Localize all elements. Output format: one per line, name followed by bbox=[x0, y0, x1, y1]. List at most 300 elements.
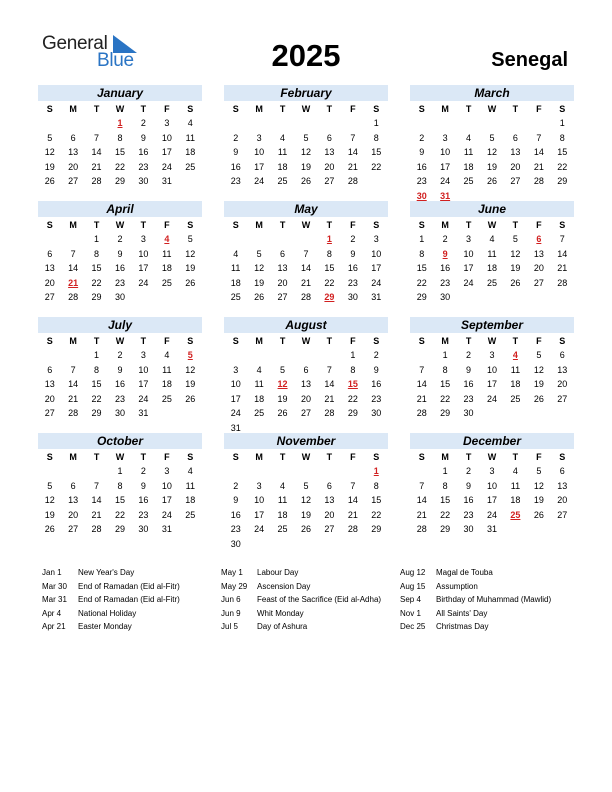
day-cell: 23 bbox=[416, 176, 427, 187]
day-cell: 3 bbox=[164, 466, 170, 476]
day-cell: 26 bbox=[44, 524, 55, 535]
day-cell: 29 bbox=[416, 292, 427, 303]
holiday-column bbox=[42, 566, 227, 634]
day-cell: 23 bbox=[114, 393, 125, 404]
day-cell: 31 bbox=[138, 408, 149, 419]
month-april bbox=[38, 201, 202, 305]
day-cell: 18 bbox=[185, 147, 196, 158]
weekday-label: S bbox=[187, 104, 194, 114]
day-cell: 30 bbox=[230, 538, 241, 549]
day-cell: 21 bbox=[533, 161, 544, 172]
holiday-name: Birthday of Muhammad (Mawlid) bbox=[436, 595, 552, 605]
day-cell: 22 bbox=[557, 161, 568, 172]
day-cell: 18 bbox=[254, 393, 265, 404]
weekday-label: F bbox=[164, 220, 170, 230]
holiday-name: Magal de Touba bbox=[436, 568, 493, 577]
holiday-row bbox=[42, 566, 227, 580]
day-cell: 3 bbox=[466, 234, 472, 244]
weekday-label: T bbox=[93, 336, 100, 346]
holiday-day-cell: 29 bbox=[324, 292, 335, 303]
weekday-label: T bbox=[140, 452, 147, 462]
day-cell: 10 bbox=[371, 248, 382, 259]
holiday-date: Jul 5 bbox=[221, 622, 238, 632]
weekday-label: M bbox=[441, 104, 449, 114]
day-cell: 16 bbox=[347, 263, 358, 274]
weekday-label: W bbox=[301, 220, 311, 230]
day-cell: 14 bbox=[91, 147, 102, 158]
day-cell: 27 bbox=[557, 393, 568, 404]
holiday-day-cell: 1 bbox=[326, 234, 332, 244]
day-cell: 8 bbox=[94, 248, 100, 259]
day-cell: 6 bbox=[326, 132, 332, 143]
day-cell: 25 bbox=[510, 393, 521, 404]
day-cell: 9 bbox=[373, 364, 379, 375]
holiday-date: Jun 6 bbox=[221, 595, 241, 605]
weekday-label: M bbox=[69, 104, 77, 114]
day-cell: 7 bbox=[536, 132, 542, 143]
month-title: February bbox=[224, 85, 388, 101]
day-cell: 15 bbox=[324, 263, 335, 274]
weekday-label: T bbox=[279, 452, 286, 462]
day-cell: 6 bbox=[559, 466, 565, 476]
day-cell: 10 bbox=[254, 495, 265, 506]
weekday-label: S bbox=[418, 220, 425, 230]
day-cell: 3 bbox=[373, 234, 379, 244]
day-cell: 22 bbox=[347, 393, 358, 404]
day-cell: 22 bbox=[91, 277, 102, 288]
empty-day-cell bbox=[224, 116, 247, 131]
holiday-row bbox=[221, 620, 406, 634]
day-cell: 22 bbox=[114, 161, 125, 172]
day-cell: 18 bbox=[510, 379, 521, 390]
weekday-label: M bbox=[441, 452, 449, 462]
day-cell: 29 bbox=[440, 408, 451, 419]
day-cell: 17 bbox=[230, 393, 241, 404]
day-cell: 2 bbox=[233, 132, 239, 143]
holiday-row bbox=[42, 620, 227, 634]
empty-day-cell bbox=[271, 348, 294, 363]
holiday-name: End of Ramadan (Eid al-Fitr) bbox=[78, 595, 180, 605]
day-cell: 19 bbox=[254, 277, 265, 288]
holiday-date: Sep 4 bbox=[400, 595, 421, 605]
holiday-date: Aug 15 bbox=[400, 581, 426, 591]
day-cell: 18 bbox=[185, 495, 196, 506]
day-cell: 17 bbox=[371, 263, 382, 274]
day-cell: 29 bbox=[91, 292, 102, 303]
day-cell: 17 bbox=[161, 147, 172, 158]
day-cell: 12 bbox=[185, 248, 196, 259]
day-grid bbox=[224, 116, 388, 189]
day-cell: 22 bbox=[371, 509, 382, 520]
holiday-name: Feast of the Sacrifice (Eid al-Adha) bbox=[257, 595, 382, 605]
day-cell: 21 bbox=[324, 393, 335, 404]
day-cell: 25 bbox=[277, 176, 288, 187]
day-cell: 8 bbox=[373, 480, 379, 491]
day-cell: 17 bbox=[254, 161, 265, 172]
month-title: December bbox=[410, 433, 574, 449]
day-cell: 20 bbox=[557, 379, 568, 390]
day-cell: 2 bbox=[466, 350, 472, 360]
weekday-label: W bbox=[301, 104, 311, 114]
day-cell: 6 bbox=[70, 132, 76, 143]
weekday-header bbox=[410, 450, 574, 464]
weekday-header bbox=[410, 102, 574, 116]
day-cell: 15 bbox=[440, 379, 451, 390]
empty-day-cell bbox=[271, 464, 294, 479]
day-cell: 2 bbox=[419, 132, 425, 143]
day-cell: 10 bbox=[463, 248, 474, 259]
empty-day-cell bbox=[247, 348, 270, 363]
day-cell: 24 bbox=[161, 509, 172, 520]
day-cell: 18 bbox=[230, 277, 241, 288]
day-cell: 10 bbox=[161, 480, 172, 491]
holiday-date: Mar 31 bbox=[42, 595, 67, 605]
day-cell: 20 bbox=[557, 495, 568, 506]
weekday-label: W bbox=[487, 336, 497, 346]
day-cell: 13 bbox=[557, 364, 568, 375]
day-cell: 23 bbox=[138, 509, 149, 520]
empty-day-cell bbox=[480, 116, 503, 131]
month-title: April bbox=[38, 201, 202, 217]
day-cell: 5 bbox=[256, 248, 262, 259]
day-cell: 12 bbox=[185, 364, 196, 375]
day-cell: 15 bbox=[114, 147, 125, 158]
weekday-label: F bbox=[164, 336, 170, 346]
weekday-label: M bbox=[255, 104, 263, 114]
day-cell: 14 bbox=[416, 495, 427, 506]
weekday-label: M bbox=[255, 452, 263, 462]
day-cell: 2 bbox=[350, 234, 356, 244]
day-cell: 26 bbox=[533, 393, 544, 404]
day-cell: 15 bbox=[557, 147, 568, 158]
day-cell: 11 bbox=[231, 263, 241, 274]
day-cell: 24 bbox=[230, 408, 241, 419]
day-cell: 11 bbox=[185, 132, 195, 143]
weekday-label: W bbox=[115, 220, 125, 230]
day-cell: 24 bbox=[138, 393, 149, 404]
day-cell: 22 bbox=[91, 393, 102, 404]
day-cell: 26 bbox=[185, 393, 196, 404]
month-title: September bbox=[410, 317, 574, 333]
day-cell: 4 bbox=[187, 466, 193, 476]
empty-day-cell bbox=[61, 232, 84, 247]
day-cell: 15 bbox=[416, 263, 427, 274]
weekday-label: W bbox=[115, 336, 125, 346]
day-cell: 23 bbox=[138, 161, 149, 172]
day-cell: 21 bbox=[416, 509, 427, 520]
holiday-day-cell: 25 bbox=[510, 509, 521, 520]
day-cell: 26 bbox=[277, 408, 288, 419]
holiday-date: Nov 1 bbox=[400, 608, 421, 618]
day-cell: 14 bbox=[324, 379, 335, 390]
holiday-name: Christmas Day bbox=[436, 622, 489, 632]
day-cell: 11 bbox=[510, 364, 521, 375]
weekday-label: T bbox=[326, 220, 333, 230]
day-cell: 2 bbox=[373, 350, 379, 360]
day-cell: 28 bbox=[416, 408, 427, 419]
day-cell: 10 bbox=[486, 364, 497, 375]
day-cell: 17 bbox=[440, 161, 451, 172]
day-cell: 3 bbox=[256, 480, 262, 491]
day-cell: 13 bbox=[277, 263, 288, 274]
day-cell: 8 bbox=[559, 132, 565, 143]
weekday-label: S bbox=[46, 220, 53, 230]
day-cell: 20 bbox=[68, 509, 79, 520]
weekday-label: T bbox=[465, 220, 472, 230]
day-cell: 30 bbox=[138, 176, 149, 187]
day-cell: 6 bbox=[326, 480, 332, 491]
day-grid bbox=[224, 232, 388, 305]
day-cell: 12 bbox=[533, 480, 544, 491]
weekday-label: W bbox=[487, 104, 497, 114]
empty-day-cell bbox=[341, 464, 364, 479]
day-cell: 7 bbox=[70, 248, 76, 259]
weekday-label: S bbox=[46, 336, 53, 346]
weekday-label: W bbox=[487, 220, 497, 230]
empty-day-cell bbox=[294, 348, 317, 363]
month-title: January bbox=[38, 85, 202, 101]
day-cell: 25 bbox=[486, 277, 497, 288]
holiday-date: Apr 21 bbox=[42, 622, 66, 632]
day-cell: 9 bbox=[117, 364, 123, 375]
day-cell: 24 bbox=[440, 176, 451, 187]
day-cell: 31 bbox=[230, 422, 241, 433]
day-cell: 22 bbox=[440, 393, 451, 404]
month-title: May bbox=[224, 201, 388, 217]
day-cell: 13 bbox=[557, 480, 568, 491]
weekday-label: F bbox=[164, 104, 170, 114]
day-cell: 27 bbox=[557, 509, 568, 520]
holiday-column bbox=[400, 566, 585, 634]
weekday-label: W bbox=[487, 452, 497, 462]
day-cell: 8 bbox=[350, 364, 356, 375]
day-cell: 27 bbox=[533, 277, 544, 288]
day-cell: 31 bbox=[161, 524, 172, 535]
day-cell: 30 bbox=[347, 292, 358, 303]
weekday-label: W bbox=[115, 452, 125, 462]
day-cell: 5 bbox=[512, 234, 518, 244]
day-cell: 4 bbox=[280, 132, 286, 143]
day-cell: 17 bbox=[254, 509, 265, 520]
weekday-header bbox=[38, 450, 202, 464]
weekday-label: T bbox=[465, 336, 472, 346]
month-title: March bbox=[410, 85, 574, 101]
day-cell: 24 bbox=[463, 277, 474, 288]
day-cell: 14 bbox=[300, 263, 311, 274]
empty-day-cell bbox=[294, 116, 317, 131]
weekday-label: S bbox=[46, 104, 53, 114]
day-cell: 9 bbox=[419, 147, 425, 158]
day-cell: 10 bbox=[138, 364, 149, 375]
day-cell: 6 bbox=[47, 248, 53, 259]
day-cell: 29 bbox=[440, 524, 451, 535]
holiday-day-cell: 1 bbox=[117, 118, 123, 128]
day-cell: 12 bbox=[300, 147, 311, 158]
empty-day-cell bbox=[318, 348, 341, 363]
day-cell: 16 bbox=[114, 263, 125, 274]
day-cell: 7 bbox=[419, 364, 425, 375]
day-cell: 6 bbox=[280, 248, 286, 259]
month-title: November bbox=[224, 433, 388, 449]
holiday-date: Jan 1 bbox=[42, 568, 62, 577]
weekday-label: S bbox=[232, 220, 239, 230]
weekday-label: M bbox=[255, 220, 263, 230]
empty-day-cell bbox=[410, 348, 433, 363]
holiday-row bbox=[400, 607, 585, 621]
day-cell: 19 bbox=[300, 161, 311, 172]
day-cell: 13 bbox=[68, 147, 79, 158]
empty-day-cell bbox=[271, 232, 294, 247]
month-september bbox=[410, 317, 574, 421]
day-cell: 23 bbox=[371, 393, 382, 404]
day-cell: 9 bbox=[140, 132, 146, 143]
day-cell: 15 bbox=[91, 263, 102, 274]
day-cell: 23 bbox=[440, 277, 451, 288]
day-cell: 16 bbox=[138, 495, 149, 506]
day-cell: 2 bbox=[466, 466, 472, 476]
day-cell: 17 bbox=[463, 263, 474, 274]
day-cell: 10 bbox=[486, 480, 497, 491]
day-cell: 6 bbox=[303, 364, 309, 375]
holiday-name: Day of Ashura bbox=[257, 622, 308, 632]
day-grid bbox=[224, 348, 388, 436]
day-cell: 30 bbox=[114, 292, 125, 303]
day-cell: 4 bbox=[466, 132, 472, 143]
day-cell: 18 bbox=[486, 263, 497, 274]
weekday-label: M bbox=[69, 452, 77, 462]
holiday-row bbox=[221, 566, 406, 580]
day-cell: 17 bbox=[486, 495, 497, 506]
holiday-name: All Saints' Day bbox=[436, 608, 488, 618]
holiday-name: National Holiday bbox=[78, 608, 137, 618]
day-cell: 26 bbox=[300, 524, 311, 535]
day-cell: 3 bbox=[256, 132, 262, 143]
day-cell: 10 bbox=[230, 379, 241, 390]
day-cell: 27 bbox=[300, 408, 311, 419]
weekday-label: T bbox=[93, 220, 100, 230]
weekday-label: S bbox=[232, 452, 239, 462]
day-grid bbox=[38, 116, 202, 189]
day-cell: 26 bbox=[300, 176, 311, 187]
weekday-label: W bbox=[301, 452, 311, 462]
day-cell: 4 bbox=[164, 350, 170, 360]
day-cell: 17 bbox=[138, 379, 149, 390]
day-grid bbox=[410, 464, 574, 537]
day-cell: 7 bbox=[350, 132, 356, 143]
holiday-day-cell: 5 bbox=[187, 350, 193, 360]
holiday-row bbox=[400, 593, 585, 607]
day-cell: 18 bbox=[510, 495, 521, 506]
weekday-label: F bbox=[350, 220, 356, 230]
holiday-day-cell: 4 bbox=[512, 350, 518, 360]
logo-text-blue: Blue bbox=[97, 50, 134, 71]
weekday-header bbox=[38, 102, 202, 116]
empty-day-cell bbox=[294, 464, 317, 479]
day-cell: 16 bbox=[440, 263, 451, 274]
day-cell: 14 bbox=[68, 379, 79, 390]
day-cell: 3 bbox=[442, 132, 448, 143]
day-cell: 8 bbox=[94, 364, 100, 375]
holiday-name: Assumption bbox=[436, 581, 478, 591]
day-cell: 5 bbox=[47, 480, 53, 491]
weekday-label: T bbox=[512, 220, 519, 230]
day-cell: 25 bbox=[185, 161, 196, 172]
weekday-label: W bbox=[301, 336, 311, 346]
day-cell: 16 bbox=[416, 161, 427, 172]
holiday-row bbox=[42, 593, 227, 607]
month-october bbox=[38, 433, 202, 537]
month-november bbox=[224, 433, 388, 552]
day-cell: 30 bbox=[114, 408, 125, 419]
day-cell: 8 bbox=[442, 480, 448, 491]
day-cell: 8 bbox=[373, 132, 379, 143]
day-cell: 7 bbox=[94, 132, 100, 143]
day-cell: 11 bbox=[510, 480, 521, 491]
weekday-label: M bbox=[441, 336, 449, 346]
day-cell: 22 bbox=[371, 161, 382, 172]
empty-day-cell bbox=[38, 116, 61, 131]
day-cell: 4 bbox=[512, 466, 518, 476]
weekday-label: F bbox=[350, 452, 356, 462]
day-cell: 13 bbox=[44, 379, 55, 390]
day-cell: 11 bbox=[463, 147, 474, 158]
empty-day-cell bbox=[433, 116, 456, 131]
day-cell: 1 bbox=[94, 234, 100, 244]
day-cell: 3 bbox=[140, 350, 146, 360]
day-cell: 27 bbox=[68, 176, 79, 187]
empty-day-cell bbox=[224, 232, 247, 247]
empty-day-cell bbox=[38, 464, 61, 479]
weekday-label: S bbox=[559, 104, 566, 114]
day-cell: 22 bbox=[324, 277, 335, 288]
day-cell: 5 bbox=[489, 132, 495, 143]
holiday-day-cell: 1 bbox=[373, 466, 379, 476]
day-cell: 19 bbox=[486, 161, 497, 172]
weekday-header bbox=[38, 218, 202, 232]
day-cell: 20 bbox=[300, 393, 311, 404]
day-cell: 2 bbox=[442, 234, 448, 244]
weekday-label: W bbox=[115, 104, 125, 114]
month-july bbox=[38, 317, 202, 421]
day-cell: 20 bbox=[324, 161, 335, 172]
day-cell: 13 bbox=[68, 495, 79, 506]
weekday-label: S bbox=[559, 336, 566, 346]
empty-day-cell bbox=[271, 116, 294, 131]
day-cell: 7 bbox=[70, 364, 76, 375]
day-cell: 24 bbox=[486, 509, 497, 520]
holiday-name: Ascension Day bbox=[257, 581, 311, 591]
country-name: Senegal bbox=[491, 49, 568, 71]
day-cell: 20 bbox=[510, 161, 521, 172]
day-cell: 23 bbox=[347, 277, 358, 288]
empty-day-cell bbox=[38, 348, 61, 363]
weekday-label: S bbox=[418, 336, 425, 346]
day-cell: 2 bbox=[233, 480, 239, 491]
day-cell: 1 bbox=[419, 234, 425, 244]
holiday-row bbox=[400, 580, 585, 594]
empty-day-cell bbox=[410, 116, 433, 131]
day-cell: 28 bbox=[347, 176, 358, 187]
day-cell: 30 bbox=[138, 524, 149, 535]
day-grid bbox=[38, 464, 202, 537]
day-cell: 24 bbox=[371, 277, 382, 288]
weekday-label: S bbox=[232, 336, 239, 346]
day-cell: 16 bbox=[230, 509, 241, 520]
day-cell: 7 bbox=[326, 364, 332, 375]
day-cell: 3 bbox=[140, 234, 146, 244]
day-cell: 11 bbox=[487, 248, 497, 259]
empty-day-cell bbox=[318, 116, 341, 131]
